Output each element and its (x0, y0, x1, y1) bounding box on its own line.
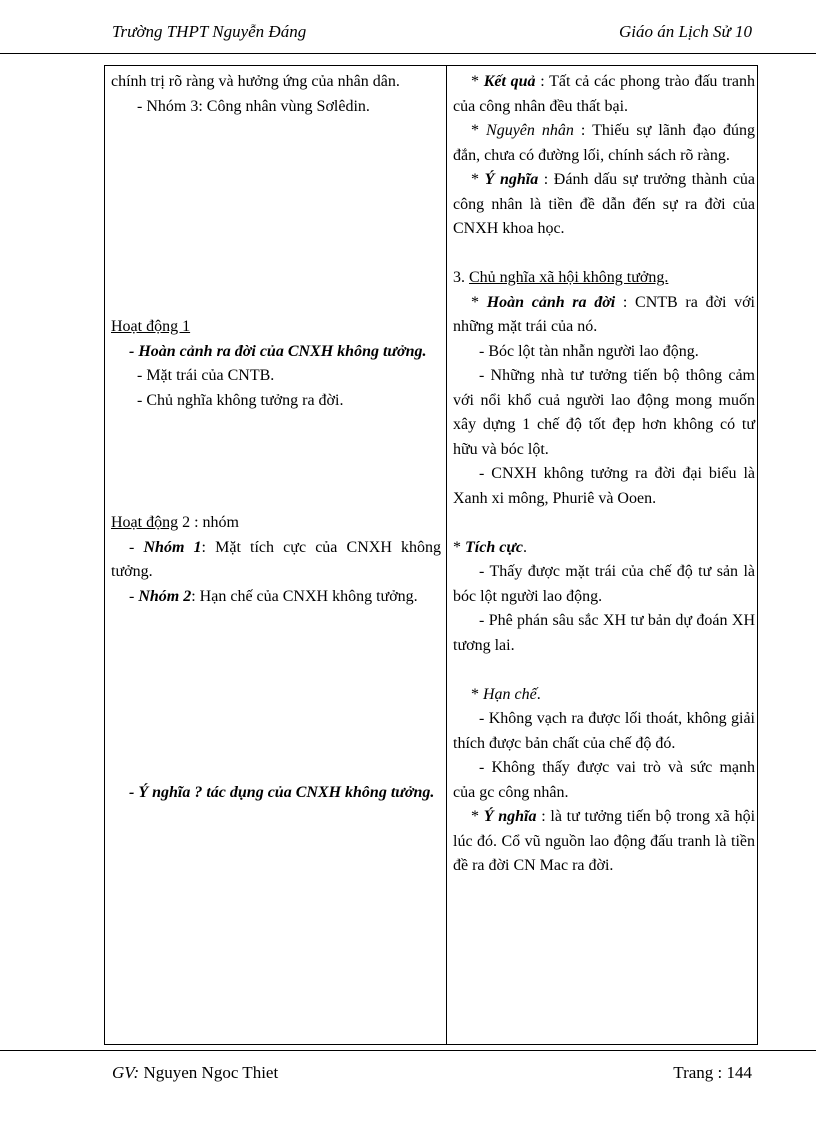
activity-1-item: - Mặt trái của CNTB. (137, 367, 275, 384)
positive-item: - Thấy được mặt trái của chế độ tư sản là bóc lột người lao động. (453, 563, 755, 605)
activity-1-topic: - Hoàn cảnh ra đời của CNXH không tưởng. (129, 342, 427, 360)
significance-paragraph-2: * Ý nghĩa : là tư tưởng tiến bộ trong xã hội lúc đó. Cổ vũ nguồn lao động đấu tranh là tiền đề ra đời CN Mac ra đời. (453, 808, 756, 874)
lesson-table (104, 65, 758, 1045)
result-paragraph: * Kết quả : Tất cả các phong trào đấu tranh của công nhân đều thất bại. (453, 73, 755, 115)
positive-heading: * Tích cực. (453, 538, 528, 556)
teacher-name: GV: Nguyen Ngoc Thiet (112, 1063, 279, 1082)
limitation-item: - Không thấy được vai trò và sức mạnh của gc công nhân. (453, 759, 755, 801)
context-paragraph: * Hoàn cảnh ra đời : CNTB ra đời với những mặt trái của nó. (453, 293, 756, 335)
limitation-heading: * Hạn chế. (471, 685, 541, 703)
page-header (0, 0, 816, 56)
significance-question: - Ý nghĩa ? tác dụng của CNXH không tưởng. (129, 784, 435, 801)
section-3-heading: 3. Chủ nghĩa xã hội không tưởng. (453, 269, 669, 286)
cause-paragraph: * Nguyên nhân : Thiếu sự lãnh đạo đúng đắn, chưa có đường lối, chính sách rõ ràng. (453, 122, 755, 164)
page-number: Trang : 144 (673, 1063, 752, 1082)
group-3-item: - Nhóm 3: Công nhân vùng Sơlêdin. (137, 97, 370, 115)
context-item: - Những nhà tư tưởng tiến bộ thông cảm với nổi khổ cuả người lao động mong muốn xây dựng 1 chế độ tốt đẹp hơn không có tư hữu và bóc lột. (453, 367, 755, 458)
subject-title: Giáo án Lịch Sử 10 (619, 22, 752, 41)
content-column (453, 70, 755, 879)
activity-column (111, 70, 441, 806)
context-item: - Bóc lột tàn nhẫn người lao động. (479, 342, 699, 360)
activity-1-title: Hoạt động 1 (111, 318, 191, 335)
school-name: Trường THPT Nguyễn Đáng (112, 22, 307, 41)
limitation-item: - Không vạch ra được lối thoát, không giải thích được bản chất của chế độ đó. (453, 710, 755, 752)
footer-rule (0, 1050, 816, 1051)
column-divider (446, 66, 447, 1044)
text-line: chính trị rõ ràng và hưởng ứng của nhân dân. (111, 73, 400, 90)
group-2-item: - Nhóm 2: Hạn chế của CNXH không tưởng. (129, 587, 418, 605)
context-item: - CNXH không tưởng ra đời đại biểu là Xanh xi mông, Phuriê và Ooen. (453, 465, 755, 507)
activity-2-title: Hoạt động 2 : nhóm (111, 514, 239, 531)
significance-paragraph: * Ý nghĩa : Đánh dấu sự trưởng thành của công nhân là tiền đề dẫn đến sự ra đời của CNXH khoa học. (453, 171, 756, 237)
positive-item: - Phê phán sâu sắc XH tư bản dự đoán XH tương lai. (453, 612, 755, 654)
activity-1-item: - Chủ nghĩa không tưởng ra đời. (137, 391, 344, 409)
header-rule (0, 53, 816, 54)
group-1-item: - Nhóm 1: Mặt tích cực của CNXH không tưởng. (111, 538, 442, 580)
